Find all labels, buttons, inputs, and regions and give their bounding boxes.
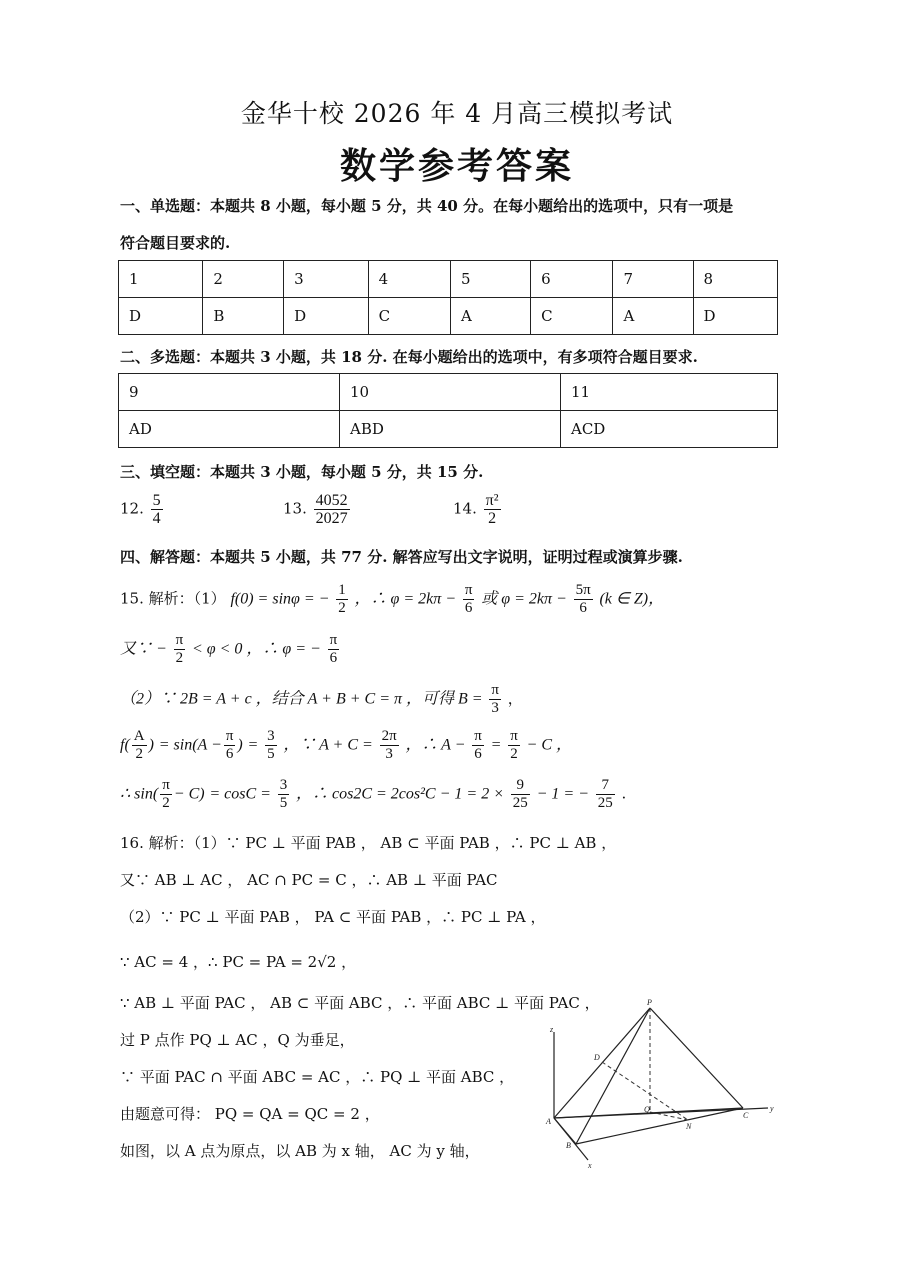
fraction: $\frac{A}{2}$	[133, 728, 145, 762]
fraction: $\frac{\text{π²}}{2}$	[485, 492, 499, 527]
question-number: 6	[531, 261, 613, 298]
single-choice-table	[118, 260, 778, 335]
answer-cell: AD	[119, 411, 340, 448]
label-Q: Q	[644, 1105, 650, 1114]
q16-line-8: 由题意可得： PQ = QA = QC = 2 ，	[120, 1105, 380, 1123]
q16-line-9: 如图，以 A 点为原点，以 AB 为 x 轴， AC 为 y 轴，	[120, 1142, 480, 1160]
label-C: C	[743, 1111, 749, 1120]
edge-PA	[554, 1008, 650, 1118]
q16-line-1: 16. 解析：（1）∵ PC ⊥ 平面 PAB ， AB ⊂ 平面 PAB ，∴ PC ⊥ AB ，	[120, 834, 617, 852]
q14-answer	[453, 492, 503, 527]
q13-answer	[283, 492, 352, 527]
label-B: B	[566, 1141, 571, 1150]
question-number: 4	[368, 261, 450, 298]
question-number: 2	[203, 261, 284, 298]
multi-choice-table	[118, 373, 778, 448]
answer-cell: D	[284, 298, 368, 335]
label-D: D	[594, 1053, 600, 1062]
q16-line-4: ∵ AC = 4 ，∴ PC = PA = 2√2 ，	[120, 953, 357, 971]
answer-cell: ABD	[340, 411, 561, 448]
fraction: $\frac{\pi}{6}$	[464, 582, 473, 616]
fraction: $\frac{\pi}{6}$	[474, 728, 482, 762]
section4-heading: 四、解答题：本题共 5 小题，共 77 分. 解答应写出文字说明，证明过程或演算步骤.	[120, 548, 683, 566]
fraction: $\frac{\pi}{2}$	[162, 777, 170, 811]
answer-cell: A	[451, 298, 531, 335]
answer-cell: C	[368, 298, 450, 335]
label-z: z	[550, 1025, 554, 1034]
q14-label: 14.	[453, 499, 477, 518]
fraction: $\frac{3}{5}$	[279, 777, 288, 811]
answer-key-title: 数学参考答案	[339, 145, 574, 187]
answer-cell: D	[693, 298, 777, 335]
fraction: $\frac{\pi}{2}$	[510, 728, 518, 762]
section1-heading-cont: 符合题目要求的.	[120, 234, 231, 252]
label-y: y	[770, 1104, 774, 1113]
exam-title: 金华十校 2026 年 4 月高三模拟考试	[240, 99, 674, 128]
pyramid-figure	[540, 998, 790, 1178]
q13-label: 13.	[283, 499, 307, 518]
table-row	[119, 411, 778, 448]
q16-line-3: （2）∵ PC ⊥ 平面 PAB ， PA ⊂ 平面 PAB ，∴ PC ⊥ PA ，	[120, 908, 546, 926]
question-number: 3	[284, 261, 368, 298]
answer-cell: ACD	[561, 411, 778, 448]
question-number: 11	[561, 374, 778, 411]
fraction: $\frac{\pi}{6}$	[225, 728, 234, 762]
fraction: $\frac{1}{2}$	[338, 582, 346, 616]
q16-line-7: ∵ 平面 PAC ∩ 平面 ABC = AC ，∴ PQ ⊥ 平面 ABC ，	[120, 1068, 515, 1086]
question-number: 10	[340, 374, 561, 411]
section2-heading: 二、多选题：本题共 3 小题，共 18 分. 在每小题给出的选项中，有多项符合题目要求.	[120, 348, 698, 366]
q15-line-1: 15. 解析：（1） f(0) = sinφ = − $\frac{1}{2}$ ，∴ φ = 2kπ − $\frac{\pi}{6}$ 或 φ = 2kπ − $\frac{5\pi}{6}$ (k ∈ Z)，	[120, 582, 665, 616]
q15-line-3: （2）∵ 2B = A + c ，结合 A + B + C = π ，可得 B = $\frac{\pi}{3}$ ，	[120, 682, 523, 716]
fraction: $\frac{5}{4}$	[152, 492, 161, 527]
q16-line-5: ∵ AB ⊥ 平面 PAC ， AB ⊂ 平面 ABC ，∴ 平面 ABC ⊥ 平面 PAC ，	[120, 994, 600, 1012]
label-A: A	[546, 1117, 551, 1126]
edge-PB	[576, 1008, 650, 1144]
question-number: 5	[451, 261, 531, 298]
q16-line-2: 又∵ AB ⊥ AC ， AC ∩ PC = C ，∴ AB ⊥ 平面 PAC	[120, 871, 498, 889]
question-number: 7	[613, 261, 693, 298]
section1-heading: 一、单选题：本题共 8 小题，每小题 5 分，共 40 分。在每小题给出的选项中，只有一项是	[120, 197, 734, 215]
fraction: $\frac{\pi}{6}$	[329, 632, 338, 666]
fraction: $\frac{\pi}{2}$	[175, 632, 184, 666]
question-number: 8	[693, 261, 777, 298]
answer-cell: A	[613, 298, 693, 335]
q16-line-6: 过 P 点作 PQ ⊥ AC ，Q 为垂足，	[120, 1031, 355, 1049]
q12-label: 12.	[120, 499, 144, 518]
fraction: $\frac{4052}{2027}$	[315, 492, 348, 527]
label-x: x	[588, 1161, 592, 1170]
section3-heading: 三、填空题：本题共 3 小题，每小题 5 分，共 15 分.	[120, 463, 484, 481]
question-number: 1	[119, 261, 203, 298]
q15-line-4: f( $\frac{A}{2}$ ) = sin(A − $\frac{\pi}{6}$ ) = $\frac{3}{5}$ ，∵ A + C = $\frac{2\pi}{3}$ ，∴ A − $\frac{\pi}{6}$ = $\frac{\pi}{2}$ − C ，	[120, 728, 573, 762]
label-N: N	[686, 1122, 692, 1131]
fraction: $\frac{5\pi}{6}$	[575, 582, 591, 616]
question-number: 9	[119, 374, 340, 411]
q15-line-2: 又∵ − $\frac{\pi}{2}$ < φ < 0 ，∴ φ = − $\frac{\pi}{6}$	[120, 632, 338, 666]
label-P: P	[647, 998, 652, 1007]
fraction: $\frac{2\pi}{3}$	[381, 728, 397, 762]
fraction: $\frac{3}{5}$	[267, 728, 275, 762]
fraction: $\frac{7}{25}$	[597, 777, 613, 811]
edge-AB	[554, 1118, 576, 1144]
answer-cell: C	[531, 298, 613, 335]
table-row	[119, 298, 778, 335]
answer-cell: B	[203, 298, 284, 335]
edge-PC	[650, 1008, 743, 1108]
table-row	[119, 374, 778, 411]
fraction: $\frac{9}{25}$	[512, 777, 528, 811]
q12-answer	[120, 492, 165, 527]
fraction: $\frac{\pi}{3}$	[491, 682, 499, 716]
answer-cell: D	[119, 298, 203, 335]
q15-line-5: ∴ sin( $\frac{\pi}{2}$ − C) = cosC = $\frac{3}{5}$ ，∴ cos2C = 2cos²C − 1 = 2 × $\frac{9}{25}$ − 1 = − $\frac{7}{25}$ .	[120, 777, 627, 811]
table-row	[119, 261, 778, 298]
